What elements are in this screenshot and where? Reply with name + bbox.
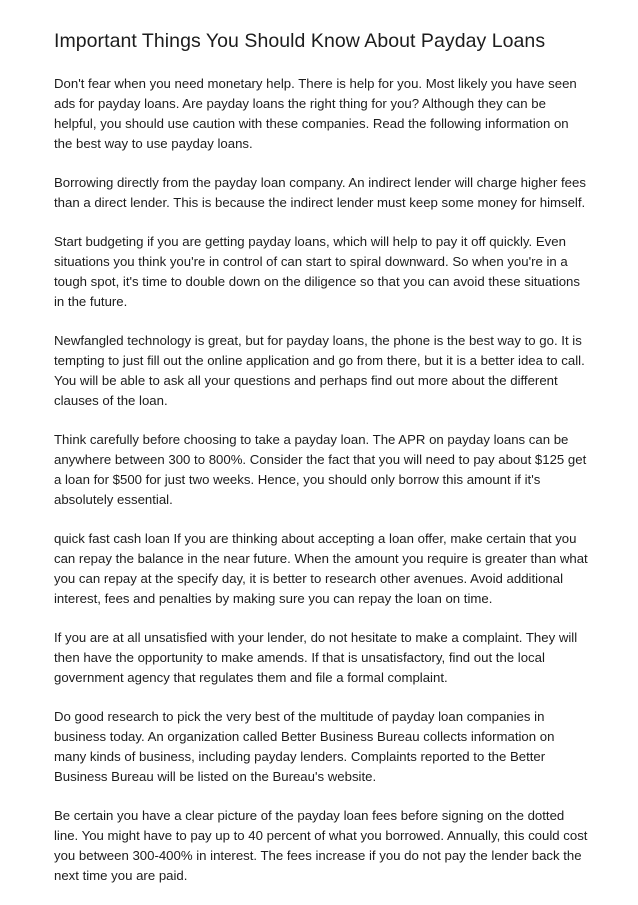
paragraph-1: Don't fear when you need monetary help. There is help for you. Most likely you have seen ads for payday loans. Are payday loans the right thing for you? Although they can be helpful, you should use caution with these companies. Read the following information on the best way to use payday loans. bbox=[54, 76, 577, 151]
paragraph-2: Borrowing directly from the payday loan company. An indirect lender will charge higher fees than a direct lender. This is because the indirect lender must keep some money for himself. bbox=[54, 175, 586, 210]
document-page bbox=[54, 28, 600, 905]
paragraph-9: Be certain you have a clear picture of the payday loan fees before signing on the dotted line. You might have to pay up to 40 percent of what you borrowed. Annually, this could cost you between 300-400% in interest. The fees increase if you do not pay the lender back the next time you are paid. bbox=[54, 808, 588, 883]
paragraph-5: Think carefully before choosing to take a payday loan. The APR on payday loans can be anywhere between 300 to 800%. Consider the fact that you will need to pay about $125 get a loan for $500 for just two weeks. Hence, you should only borrow this amount if it's absolutely essential. bbox=[54, 432, 587, 507]
paragraph-8: Do good research to pick the very best of the multitude of payday loan companies in business today. An organization called Better Business Bureau collects information on many kinds of business, including payday lenders. Complaints reported to the Better Business Bureau will be listed on the Bureau's website. bbox=[54, 709, 555, 784]
paragraph-4: Newfangled technology is great, but for payday loans, the phone is the best way to go. It is tempting to just fill out the online application and go from there, but it is a better idea to call. You will be able to ask all your questions and perhaps find out more about the different clauses of the loan. bbox=[54, 333, 585, 408]
paragraph-7: If you are at all unsatisfied with your lender, do not hesitate to make a complaint. They will then have the opportunity to make amends. If that is unsatisfactory, find out the local government agency that regulates them and file a formal complaint. bbox=[54, 630, 578, 685]
document-title: Important Things You Should Know About Payday Loans bbox=[54, 30, 546, 52]
paragraph-3: Start budgeting if you are getting payday loans, which will help to pay it off quickly. Even situations you think you're in control of can start to spiral downward. So when you're in a tough spot, it's time to double down on the diligence so that you can avoid these situations in the future. bbox=[54, 234, 580, 309]
paragraph-6: quick fast cash loan If you are thinking about accepting a loan offer, make certain that you can repay the balance in the near future. When the amount you require is greater than what you can repay at the specify day, it is better to research other avenues. Avoid additional interest, fees and penalties by making sure you can repay the loan on time. bbox=[54, 531, 588, 606]
